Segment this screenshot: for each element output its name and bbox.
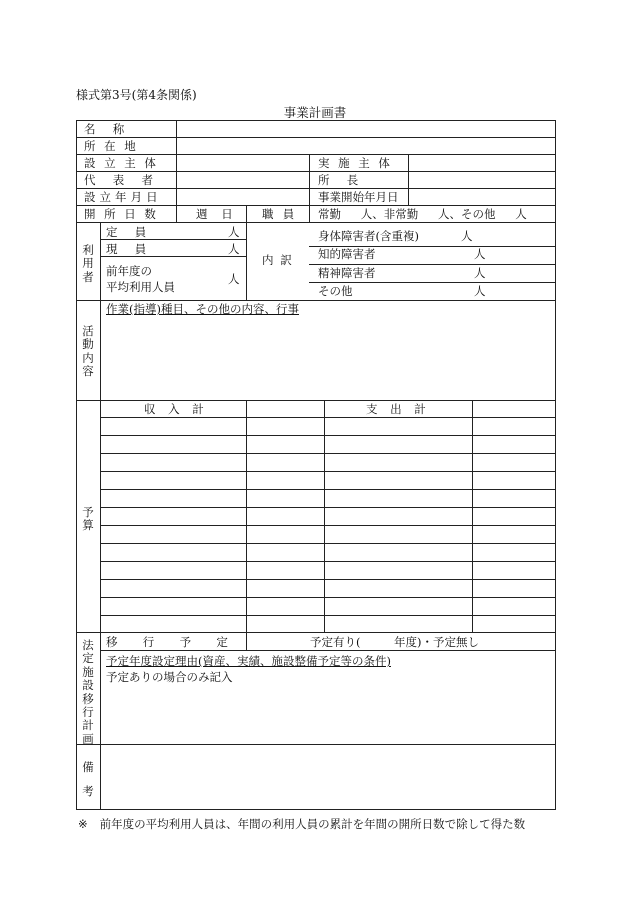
row-line bbox=[100, 650, 556, 651]
label-representative: 代表者 bbox=[84, 173, 171, 187]
col-line bbox=[246, 222, 247, 300]
row-line bbox=[309, 282, 556, 283]
staff-breakdown: 常勤 人、非常勤 人、その他 人 bbox=[318, 207, 527, 221]
row-line bbox=[76, 137, 556, 138]
label-breakdown: 内訳 bbox=[262, 253, 299, 267]
activities-section-label: 活動内容 bbox=[82, 324, 94, 379]
label-staff: 職員 bbox=[262, 207, 304, 221]
label-intellectual: 知的障害者 bbox=[318, 247, 376, 261]
col-line bbox=[408, 154, 409, 205]
unit-intellectual: 人 bbox=[474, 247, 486, 261]
label-open-days: 開所日数 bbox=[84, 207, 165, 221]
col-line bbox=[309, 154, 310, 222]
label-capacity: 定員 bbox=[106, 225, 164, 239]
col-line bbox=[100, 222, 101, 810]
label-location: 所在地 bbox=[84, 139, 145, 153]
label-director: 所長 bbox=[318, 173, 376, 187]
label-expense-total: 支出計 bbox=[366, 402, 439, 416]
footnote-text: 前年度の平均利用人員は、年間の利用人員の累計を年間の開所日数で除して得た数 bbox=[99, 817, 526, 831]
row-line bbox=[100, 471, 556, 472]
label-start-date: 事業開始年月日 bbox=[318, 190, 399, 204]
table-border bbox=[76, 120, 77, 810]
activities-heading: 作業(指導)種目、その他の内容、行事 bbox=[106, 302, 299, 316]
row-line bbox=[309, 264, 556, 265]
row-line bbox=[76, 300, 556, 301]
unit-avg: 人 bbox=[228, 272, 240, 286]
document-title: 事業計画書 bbox=[283, 105, 347, 120]
row-line bbox=[100, 615, 556, 616]
row-line bbox=[100, 597, 556, 598]
label-founder: 設立主体 bbox=[84, 156, 165, 170]
row-line bbox=[100, 543, 556, 544]
unit-other: 人 bbox=[474, 284, 486, 298]
label-avg-users-1: 前年度の bbox=[106, 264, 152, 278]
label-per-week: 週日 bbox=[196, 207, 247, 221]
label-current: 現員 bbox=[106, 242, 164, 256]
table-border bbox=[76, 809, 556, 810]
transition-reason-heading: 予定年度設定理由(資産、実績、施設整備予定等の条件) bbox=[106, 654, 391, 668]
row-line bbox=[100, 435, 556, 436]
row-line bbox=[100, 507, 556, 508]
row-line bbox=[76, 744, 556, 745]
unit-current: 人 bbox=[228, 242, 240, 256]
label-transition-plan: 移行予定 bbox=[106, 635, 254, 649]
row-line bbox=[76, 188, 556, 189]
row-line bbox=[100, 525, 556, 526]
row-line bbox=[100, 239, 246, 240]
budget-section-label: 予算 bbox=[82, 505, 94, 533]
label-physical: 身体障害者(含重複) bbox=[318, 229, 419, 243]
row-line bbox=[100, 256, 246, 257]
row-line bbox=[100, 489, 556, 490]
unit-physical: 人 bbox=[461, 229, 473, 243]
form-number: 様式第3号(第4条関係) bbox=[76, 88, 197, 102]
table-border bbox=[76, 120, 556, 121]
row-line bbox=[76, 632, 556, 633]
col-line bbox=[176, 120, 177, 222]
row-line bbox=[100, 579, 556, 580]
label-established-date: 設立年月日 bbox=[84, 190, 162, 204]
transition-section-label: 法定施設移行計画 bbox=[82, 638, 94, 746]
row-line bbox=[76, 205, 556, 206]
row-line bbox=[76, 154, 556, 155]
remarks-section-label: 備考 bbox=[82, 760, 94, 798]
users-section-label: 利用者 bbox=[82, 243, 94, 284]
unit-capacity: 人 bbox=[228, 225, 240, 239]
label-mental: 精神障害者 bbox=[318, 266, 376, 280]
row-line bbox=[76, 222, 556, 223]
row-line bbox=[100, 561, 556, 562]
transition-note: 予定ありの場合のみ記入 bbox=[106, 670, 233, 684]
row-line bbox=[100, 417, 556, 418]
label-avg-users-2: 平均利用人員 bbox=[106, 280, 175, 294]
label-name: 名称 bbox=[84, 122, 142, 136]
label-income-total: 収入計 bbox=[144, 402, 217, 416]
label-other: その他 bbox=[318, 284, 353, 298]
unit-mental: 人 bbox=[474, 266, 486, 280]
label-operator: 実施主体 bbox=[318, 156, 399, 170]
row-line bbox=[100, 453, 556, 454]
business-plan-table bbox=[76, 120, 556, 810]
table-border bbox=[555, 120, 556, 810]
footnote bbox=[78, 816, 525, 832]
footnote-mark: ※ bbox=[78, 817, 88, 831]
row-line bbox=[76, 400, 556, 401]
transition-plan-value: 予定有り( 年度)・予定無し bbox=[310, 635, 480, 649]
row-line bbox=[76, 171, 556, 172]
